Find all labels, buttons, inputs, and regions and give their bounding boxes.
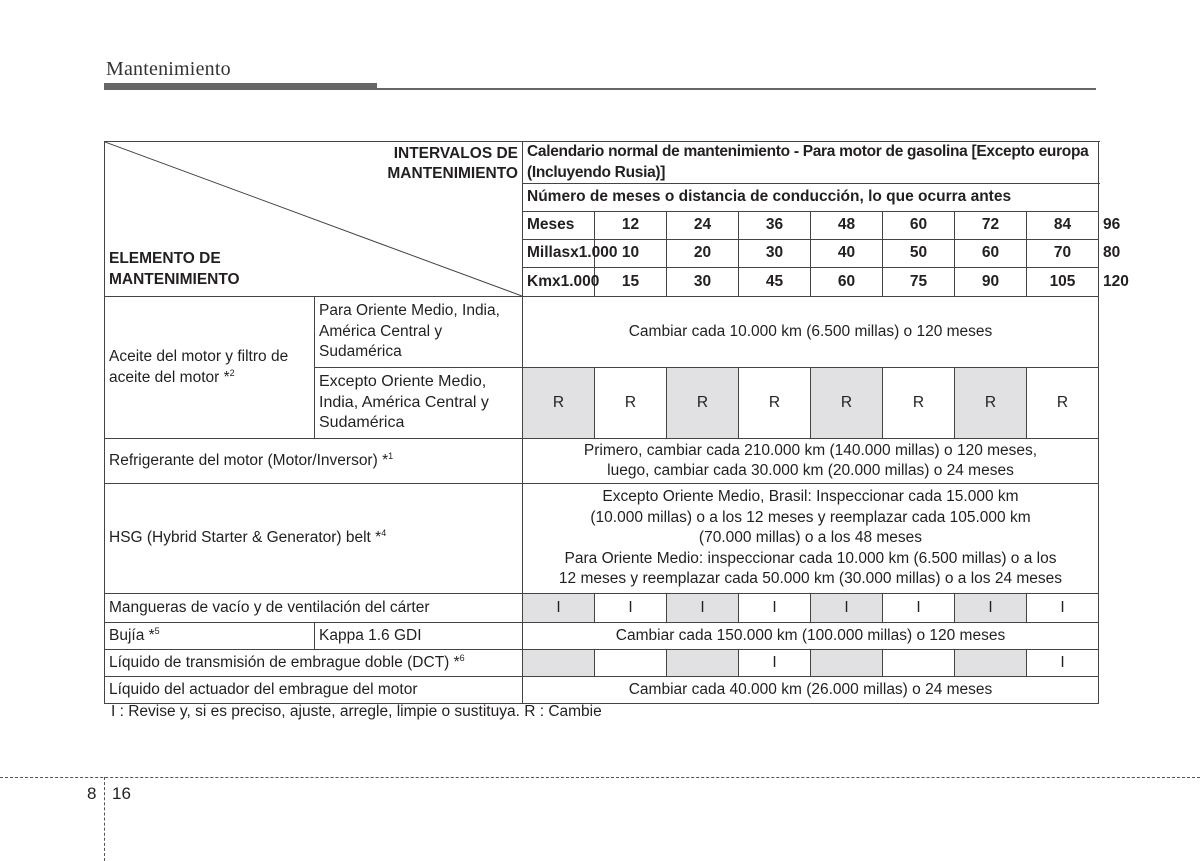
- dct-cell: [595, 650, 667, 677]
- refrigerante-item: Refrigerante del motor (Motor/Inversor) *$^1$: [105, 439, 523, 484]
- footnote-marker: 5: [154, 625, 160, 636]
- meses-value: 24: [667, 212, 739, 240]
- actuador-row: [105, 677, 1099, 704]
- footnote-marker: 4: [381, 528, 387, 539]
- aceite-cell: R: [667, 368, 739, 439]
- km-value: 90: [955, 268, 1027, 297]
- footnote-marker: 1: [388, 450, 394, 461]
- millas-value: 10: [595, 240, 667, 268]
- mangueras-cell: I: [523, 594, 595, 623]
- footer-divider: [0, 777, 1200, 778]
- meses-value: 72: [955, 212, 1027, 240]
- bujia-value: Cambiar cada 150.000 km (100.000 millas) o 120 meses: [523, 623, 1099, 650]
- corner-header-cell: [105, 142, 523, 297]
- mangueras-cell: I: [1027, 594, 1099, 623]
- mangueras-cell: I: [955, 594, 1027, 623]
- aceite-cell: R: [739, 368, 811, 439]
- mangueras-row: [105, 594, 1099, 623]
- section-title: Mantenimiento: [106, 58, 231, 80]
- mangueras-item: Mangueras de vacío y de ventilación del cárter: [105, 594, 523, 623]
- mangueras-cell: I: [739, 594, 811, 623]
- mangueras-cell: I: [595, 594, 667, 623]
- dct-cell: [523, 650, 595, 677]
- millas-row: Millasx1.000 10 20 30 40 50 60 70 80: [105, 240, 1099, 268]
- km-value: 15: [595, 268, 667, 297]
- meses-label: Meses: [523, 212, 595, 240]
- mangueras-cell: I: [883, 594, 955, 623]
- meses-value: 36: [739, 212, 811, 240]
- millas-value: 50: [883, 240, 955, 268]
- millas-value: 60: [955, 240, 1027, 268]
- dct-row: [105, 650, 1099, 677]
- dct-cell: [883, 650, 955, 677]
- km-label: Kmx1.000: [523, 268, 595, 297]
- title-underline-thick: [104, 83, 377, 90]
- km-value: 60: [811, 268, 883, 297]
- aceite-cell: R: [523, 368, 595, 439]
- aceite-item: Aceite del motor y filtro de aceite del motor *$^2$: [105, 297, 315, 439]
- chapter-number: 8: [87, 784, 97, 803]
- millas-value: 40: [811, 240, 883, 268]
- hsg-item: HSG (Hybrid Starter & Generator) belt *$^4$: [105, 484, 523, 594]
- maintenance-schedule-table: [104, 141, 1129, 704]
- actuador-item: Líquido del actuador del embrague del motor: [105, 677, 523, 704]
- bujia-row: [105, 623, 1099, 650]
- schedule-subtitle: Número de meses o distancia de conducción, lo que ocurra antes: [523, 184, 1099, 212]
- aceite-cell: R: [883, 368, 955, 439]
- page-number: 16: [112, 784, 131, 803]
- km-row: Kmx1.000 15 30 45 60 75 90 105 120: [105, 268, 1099, 297]
- millas-value: 70: [1027, 240, 1099, 268]
- aceite-cell: R: [595, 368, 667, 439]
- actuador-value: Cambiar cada 40.000 km (26.000 millas) o 24 meses: [523, 677, 1099, 704]
- aceite-cell: R: [955, 368, 1027, 439]
- aceite-row-1: [105, 297, 1099, 368]
- meses-value: 60: [883, 212, 955, 240]
- dct-item: Líquido de transmisión de embrague doble (DCT) *$^6$: [105, 650, 523, 677]
- aceite-sub1-value: Cambiar cada 10.000 km (6.500 millas) o 120 meses: [523, 297, 1099, 368]
- aceite-sub-region-2: Excepto Oriente Medio, India, América Central y Sudamérica: [315, 368, 523, 439]
- mangueras-cell: I: [811, 594, 883, 623]
- hsg-value: Excepto Oriente Medio, Brasil: Inspeccionar cada 15.000 km (10.000 millas) o a los 12 meses y reemplazar cada 105.000 km (70.000 millas) o a los 48 meses Para Oriente Medio: inspeccionar cada 10.000 km (6.500 millas) o a los 12 meses y reemplazar cada 50.000 km (30.000 millas) o a los 24 meses: [523, 484, 1099, 594]
- refrigerante-value: Primero, cambiar cada 210.000 km (140.000 millas) o 120 meses, luego, cambiar cada 30.000 km (20.000 millas) o 24 meses: [523, 439, 1099, 484]
- table-legend: I : Revise y, si es preciso, ajuste, arregle, limpie o sustituya. R : Cambie: [111, 703, 602, 720]
- footnote-marker: 2: [229, 367, 235, 378]
- schedule-title: Calendario normal de mantenimiento - Para motor de gasolina [Excepto europa (Incluyendo Rusia)]: [523, 142, 1099, 184]
- meses-value: 48: [811, 212, 883, 240]
- dct-cell: [811, 650, 883, 677]
- hsg-row: [105, 484, 1099, 594]
- dct-cell: [955, 650, 1027, 677]
- km-value: 30: [667, 268, 739, 297]
- meses-row: Meses 12 24 36 48 60 72 84 96: [105, 212, 1099, 240]
- dct-cell: I: [739, 650, 811, 677]
- millas-value: 30: [739, 240, 811, 268]
- footer-vertical-divider: [104, 777, 105, 861]
- title-underline-thin: [377, 88, 1096, 90]
- millas-value: 20: [667, 240, 739, 268]
- footnote-marker: 6: [459, 652, 465, 663]
- meses-value: 12: [595, 212, 667, 240]
- aceite-cell: R: [1027, 368, 1099, 439]
- corner-label-intervals: INTERVALOS DE MANTENIMIENTO: [387, 145, 518, 182]
- bujia-item: Bujía *$^5$: [105, 623, 315, 650]
- km-value: 105: [1027, 268, 1099, 297]
- mangueras-cell: I: [667, 594, 739, 623]
- km-value: 75: [883, 268, 955, 297]
- dct-cell: [667, 650, 739, 677]
- aceite-sub-region-1: Para Oriente Medio, India, América Central y Sudamérica: [315, 297, 523, 368]
- corner-label-elements: ELEMENTO DE MANTENIMIENTO: [109, 250, 240, 288]
- meses-value: 84: [1027, 212, 1099, 240]
- bujia-engine: Kappa 1.6 GDI: [315, 623, 523, 650]
- aceite-cell: R: [811, 368, 883, 439]
- km-value: 45: [739, 268, 811, 297]
- refrigerante-row: [105, 439, 1099, 484]
- dct-cell: I: [1027, 650, 1099, 677]
- millas-label: Millasx1.000: [523, 240, 595, 268]
